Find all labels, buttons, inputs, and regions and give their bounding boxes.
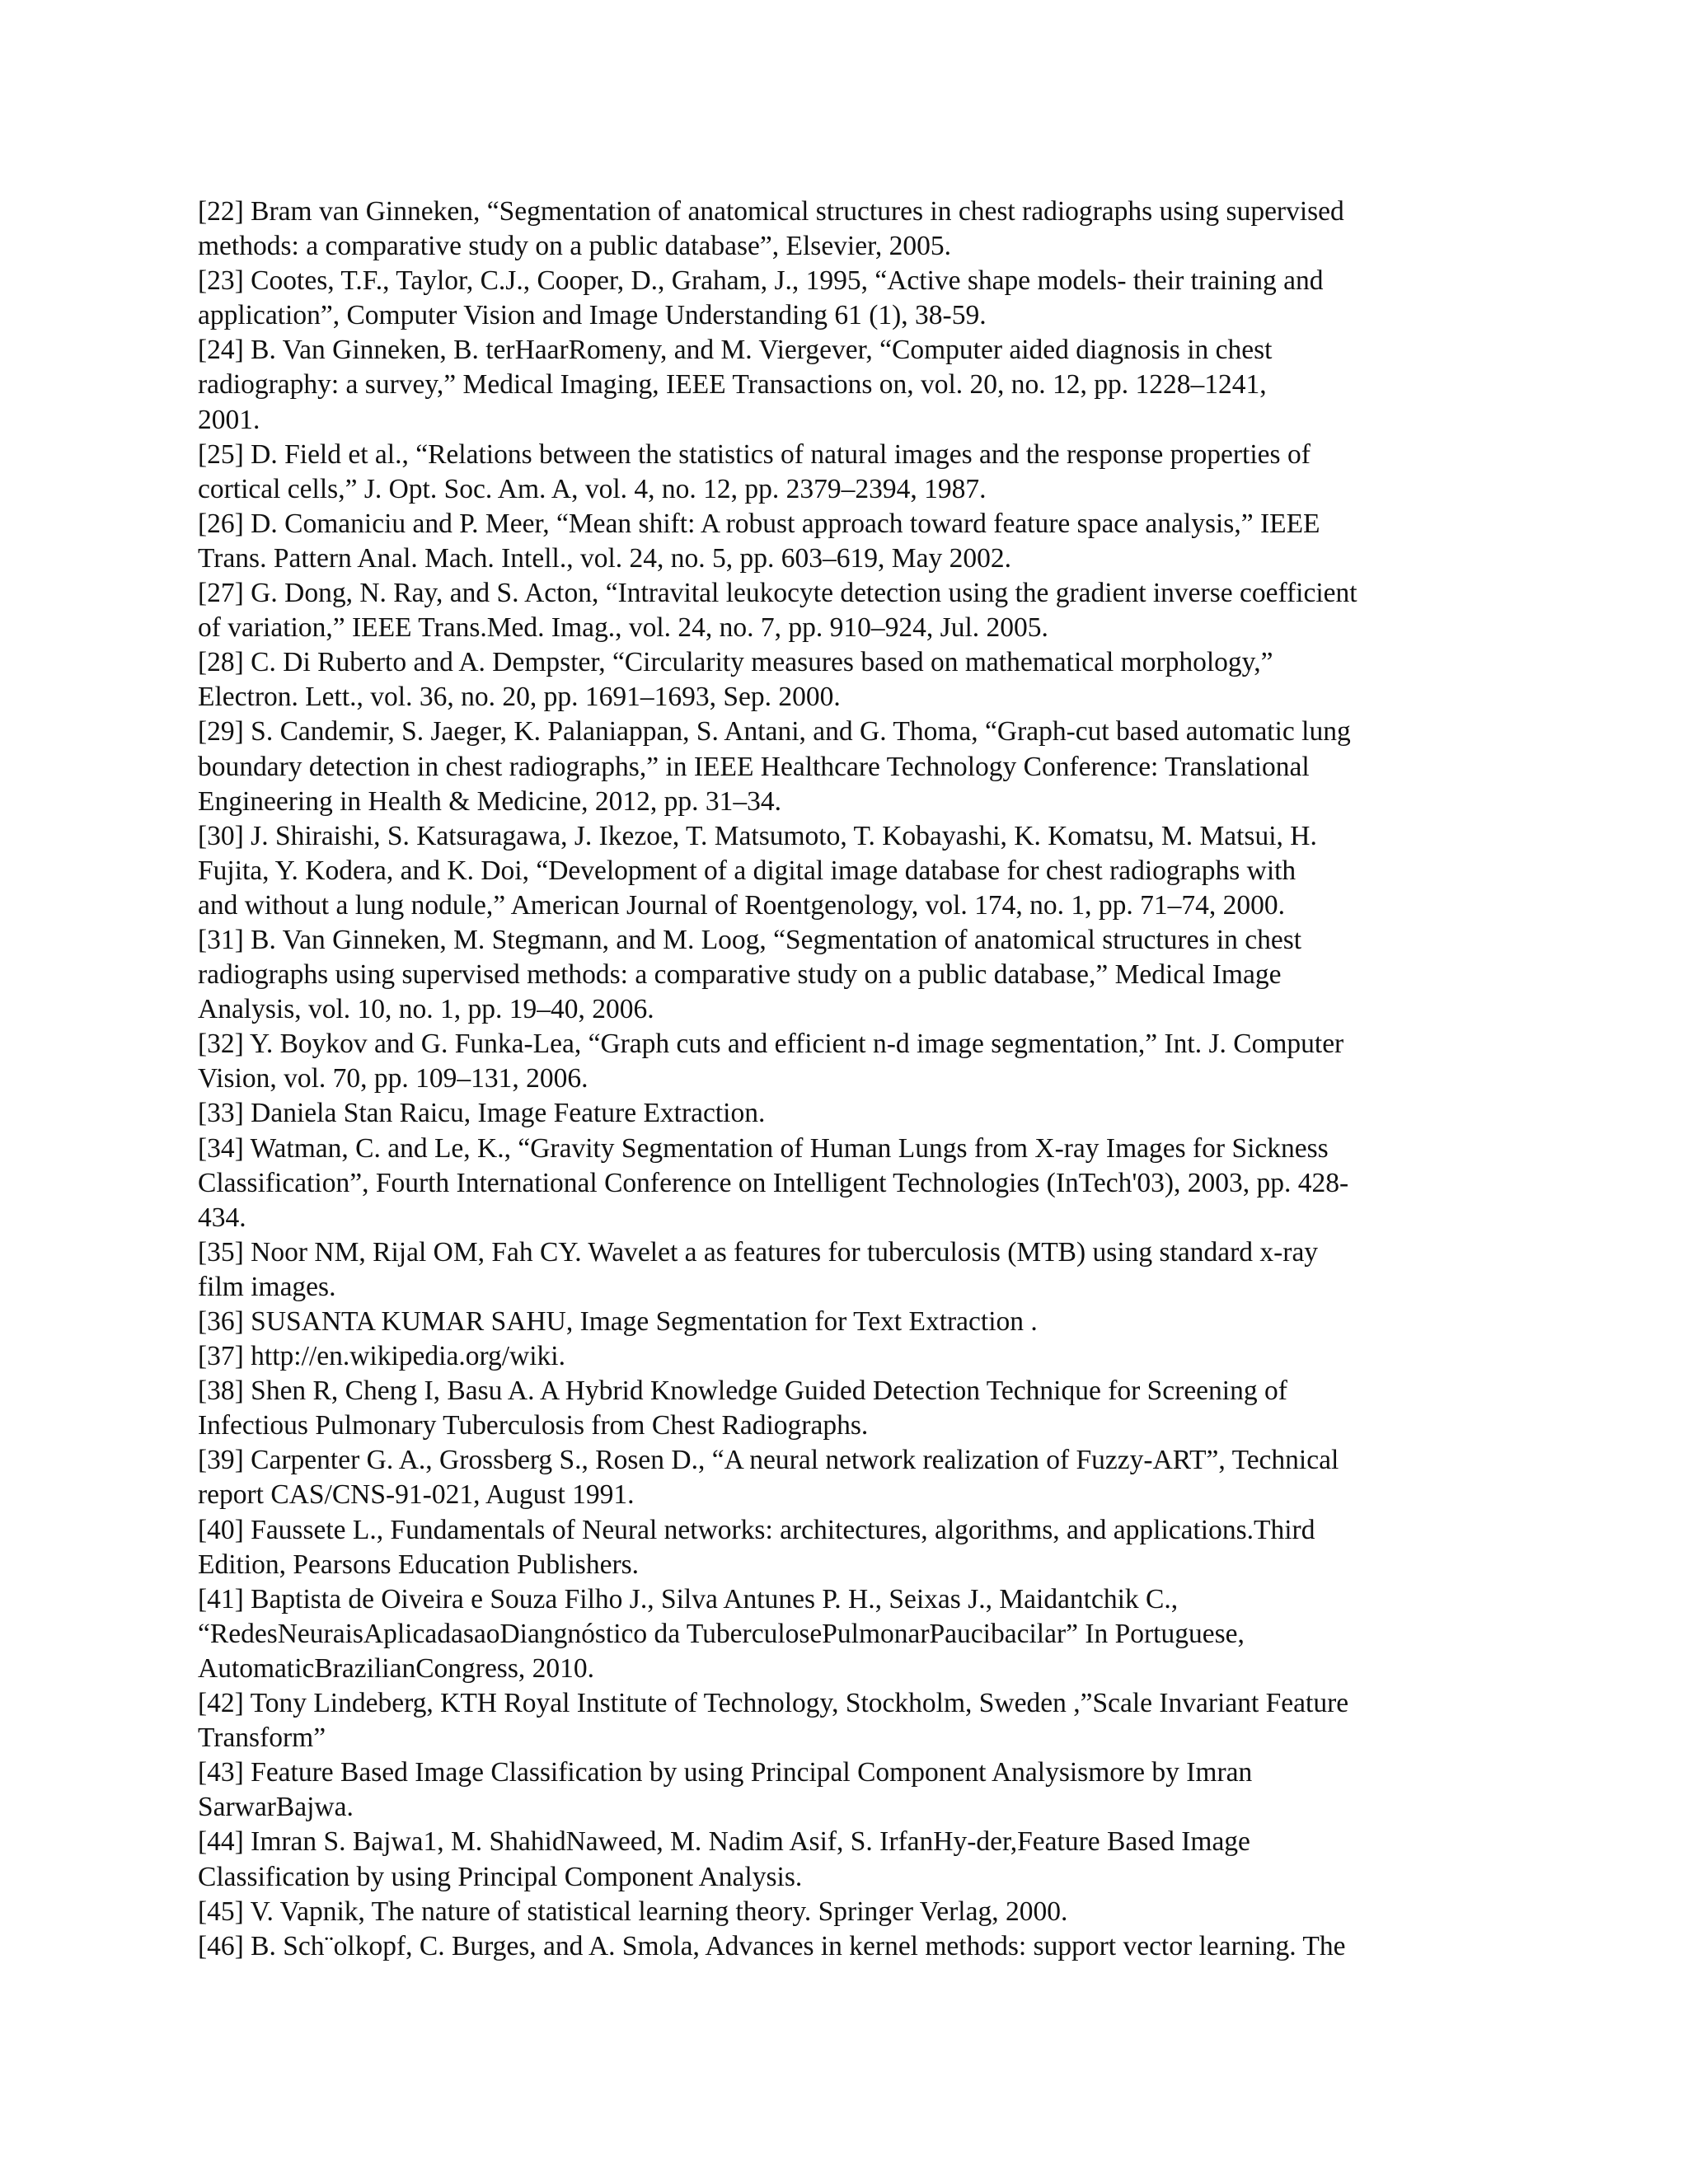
reference-27: [27] G. Dong, N. Ray, and S. Acton, “Intravital leukocyte detection using the gradient inverse coefficient of variation,” IEEE Trans.Med. Imag., vol. 24, no. 7, pp. 910–924, Jul. 2005. <box>198 578 1357 644</box>
reference-30: [30] J. Shiraishi, S. Katsuragawa, J. Ikezoe, T. Matsumoto, T. Kobayashi, K. Komatsu, M. Matsui, H. Fujita, Y. Kodera, and K. Doi, “Development of a digital image database for chest radiographs with and without a lung nodule,” American Journal of Roentgenology, vol. 174, no. 1, pp. 71–74, 2000. <box>198 820 1317 921</box>
reference-35: [35] Noor NM, Rijal OM, Fah CY. Wavelet a as features for tuberculosis (MTB) using standard x-ray film images. <box>198 1236 1319 1302</box>
reference-23: [23] Cootes, T.F., Taylor, C.J., Cooper, D., Graham, J., 1995, “Active shape models- their training and application”, Computer Vision and Image Understanding 61 (1), 38-59. <box>198 265 1324 331</box>
reference-37: [37] http://en.wikipedia.org/wiki. <box>198 1341 565 1372</box>
reference-25: [25] D. Field et al., “Relations between the statistics of natural images and the response properties of cortical cells,” J. Opt. Soc. Am. A, vol. 4, no. 12, pp. 2379–2394, 1987. <box>198 438 1311 504</box>
reference-45: [45] V. Vapnik, The nature of statistical learning theory. Springer Verlag, 2000. <box>198 1896 1068 1927</box>
reference-26: [26] D. Comaniciu and P. Meer, “Mean shift: A robust approach toward feature space analysis,” IEEE Trans. Pattern Anal. Mach. Intell., vol. 24, no. 5, pp. 603–619, May 2002. <box>198 508 1320 574</box>
reference-22: [22] Bram van Ginneken, “Segmentation of anatomical structures in chest radiographs using supervised methods: a comparative study on a public database”, Elsevier, 2005. <box>198 196 1344 262</box>
reference-38: [38] Shen R, Cheng I, Basu A. A Hybrid Knowledge Guided Detection Technique for Screening of Infectious Pulmonary Tuberculosis from Chest Radiographs. <box>198 1376 1287 1441</box>
reference-31: [31] B. Van Ginneken, M. Stegmann, and M. Loog, “Segmentation of anatomical structures in chest radiographs using supervised methods: a comparative study on a public database,” Medical Image Analysis, vol. 10, no. 1, pp. 19–40, 2006. <box>198 924 1302 1025</box>
reference-43: [43] Feature Based Image Classification by using Principal Component Analysismore by Imran SarwarBajwa. <box>198 1757 1253 1823</box>
reference-41: [41] Baptista de Oiveira e Souza Filho J., Silva Antunes P. H., Seixas J., Maidantchik C., “RedesNeuraisAplicadasaoDiangnóstico da TuberculosePulmonarPaucibacilar” In Portuguese, AutomaticBrazilianCongress, 2010. <box>198 1583 1245 1684</box>
reference-24: [24] B. Van Ginneken, B. terHaarRomeny, and M. Viergever, “Computer aided diagnosis in chest radiography: a survey,” Medical Imaging, IEEE Transactions on, vol. 20, no. 12, pp. 1228–1241, 2001. <box>198 335 1273 435</box>
reference-32: [32] Y. Boykov and G. Funka-Lea, “Graph cuts and efficient n-d image segmentation,” Int. J. Computer Vision, vol. 70, pp. 109–131, 2006. <box>198 1029 1344 1094</box>
reference-34: [34] Watman, C. and Le, K., “Gravity Segmentation of Human Lungs from X-ray Images for Sickness Classification”, Fourth International Conference on Intelligent Technologies (InTech'03), 2003, pp. 428- 434. <box>198 1132 1349 1233</box>
reference-33: [33] Daniela Stan Raicu, Image Feature Extraction. <box>198 1098 766 1129</box>
reference-46: [46] B. Sch¨olkopf, C. Burges, and A. Smola, Advances in kernel methods: support vector learning. The <box>198 1930 1346 1961</box>
reference-36: [36] SUSANTA KUMAR SAHU, Image Segmentation for Text Extraction . <box>198 1306 1038 1337</box>
reference-28: [28] C. Di Ruberto and A. Dempster, “Circularity measures based on mathematical morphology,” Electron. Lett., vol. 36, no. 20, pp. 1691–1693, Sep. 2000. <box>198 647 1273 713</box>
reference-40: [40] Faussete L., Fundamentals of Neural networks: architectures, algorithms, and applications.Third Edition, Pearsons Education Publishers. <box>198 1514 1315 1580</box>
reference-39: [39] Carpenter G. A., Grossberg S., Rosen D., “A neural network realization of Fuzzy-ART”, Technical report CAS/CNS-91-021, August 1991. <box>198 1445 1339 1511</box>
reference-list <box>198 194 1474 1964</box>
reference-44: [44] Imran S. Bajwa1, M. ShahidNaweed, M. Nadim Asif, S. IrfanHy-der,Feature Based Image Classification by using Principal Component Analysis. <box>198 1826 1250 1892</box>
reference-42: [42] Tony Lindeberg, KTH Royal Institute of Technology, Stockholm, Sweden ,”Scale Invariant Feature Transform” <box>198 1688 1349 1754</box>
reference-29: [29] S. Candemir, S. Jaeger, K. Palaniappan, S. Antani, and G. Thoma, “Graph-cut based automatic lung boundary detection in chest radiographs,” in IEEE Healthcare Technology Conference: Translational Engineering in Health & Medicine, 2012, pp. 31–34. <box>198 716 1351 817</box>
